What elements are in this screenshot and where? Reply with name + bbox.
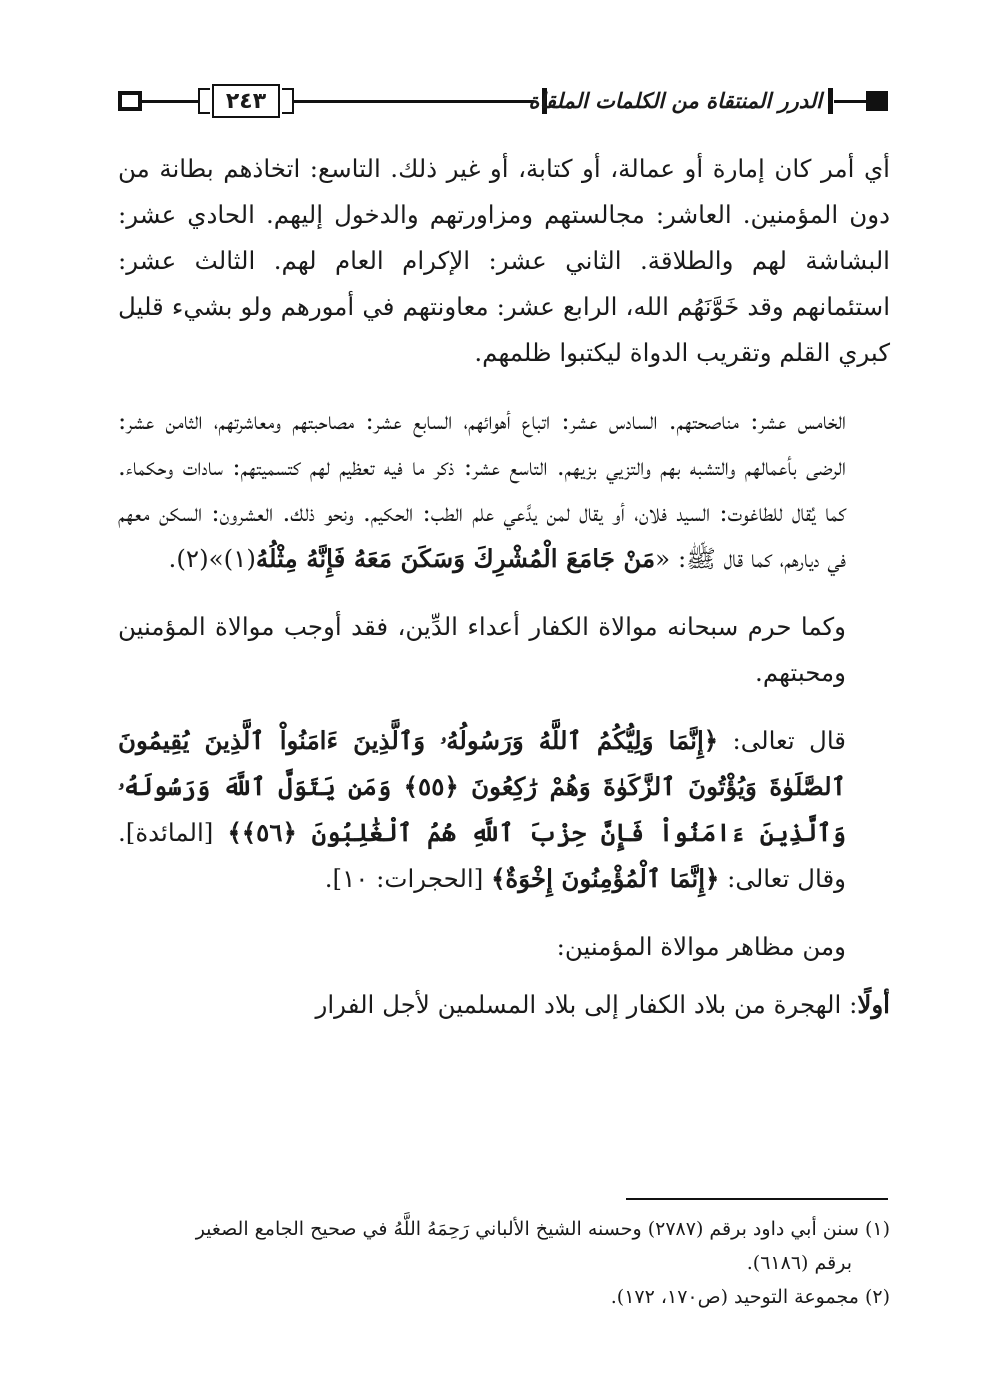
verse-reference: [الحجرات: ١٠].	[324, 864, 492, 893]
footnote: (٢) مجموعة التوحيد (ص١٧٠، ١٧٢).	[610, 1286, 890, 1308]
header-ornament-box	[866, 91, 888, 111]
header-rule	[834, 100, 868, 103]
list-lead: أولًا	[857, 990, 890, 1019]
header-rule	[294, 100, 534, 103]
paragraph-text: الخامس عشر: مناصحتهم. السادس عشر: اتباع أهوائهم، السابع عشر: مصاحبتهم ومعاشرتهم، الثامن عشر: الرضى بأعمالهم والتشبه بهم والتزيي بزيهم. التاسع عشر: ذكر ما فيه تعظيم لهم كتسميتهم: سادات وحكماء. كما يُقال للطاغوت: السيد فلان، أو يقال لمن يدَّعي علم الطب: الحكيم. ونحو ذلك. العشرون: السكن معهم في ديارهم، كما قال ﷺ: «	[118, 406, 846, 573]
footnote-continuation: برقم (٦١٨٦).	[746, 1252, 852, 1274]
paragraph-text: : الهجرة من بلاد الكفار إلى بلاد المسلمين لأجل الفرار	[315, 990, 858, 1019]
footnotes	[118, 1212, 890, 1314]
footnote-refs: (١)»(٢).	[168, 544, 256, 573]
paragraph	[118, 398, 890, 582]
page-number-frame	[198, 84, 294, 118]
paragraph-text: قال تعالى:	[718, 726, 847, 755]
footnote: (١) سنن أبي داود برقم (٢٧٨٧) وحسنه الشيخ الألباني رَحِمَهُ اللَّهُ في صحيح الجامع الصغير	[195, 1218, 890, 1240]
header-rule	[142, 100, 198, 103]
paragraph	[118, 982, 890, 1028]
footnote-rule	[626, 1198, 888, 1200]
verse-reference: [المائدة]. وقال تعالى:	[118, 818, 846, 893]
quran-verse: ﴿إِنَّمَا وَلِيُّكُمُ ٱللَّهُ وَرَسُولُهُۥ وَٱلَّذِينَ ءَامَنُواْ ٱلَّذِينَ يُقِيمُونَ ٱلصَّلَوٰةَ وَيُؤْتُونَ ٱلزَّكَوٰةَ وَهُمْ رَٰكِعُونَ ﴿٥٥﴾ وَمَن يَتَوَلَّ ٱللَّهَ وَرَسُولَهُۥ وَٱلَّذِينَ ءَامَنُواْ فَإِنَّ حِزْبَ ٱللَّهِ هُمُ ٱلْغَٰلِبُونَ ﴿٥٦﴾﴾	[118, 726, 846, 847]
paragraph: وكما حرم سبحانه موالاة الكفار أعداء الدِّين، فقد أوجب موالاة المؤمنين ومحبتهم.	[118, 612, 846, 687]
main-text	[118, 146, 890, 1028]
running-header	[118, 82, 888, 122]
book-title: الدرر المنتقاة من الكلمات الملقاة	[528, 88, 822, 113]
frame-ornament-icon	[282, 88, 294, 114]
frame-ornament-icon	[198, 88, 210, 114]
paragraph: أي أمر كان إمارة أو عمالة، أو كتابة، أو غير ذلك. التاسع: اتخاذهم بطانة من دون المؤمنين. العاشر: مجالستهم ومزاورتهم والدخول إليهم. الحادي عشر: البشاشة لهم والطلاقة. الثاني عشر: الإكرام العام لهم. الثالث عشر: استئمانهم وقد خَوَّنَهُم الله، الرابع عشر: معاونتهم في أمورهم ولو بشيء قليل كبري القلم وتقريب الدواة ليكتبوا ظلمهم.	[118, 154, 890, 367]
page-number: ٢٤٣	[212, 84, 280, 118]
hadith-quote: مَنْ جَامَعَ الْمُشْرِكَ وَسَكَنَ مَعَهُ فَإِنَّهُ مِثْلُهُ	[255, 544, 656, 573]
paragraph: ومن مظاهر موالاة المؤمنين:	[556, 932, 846, 961]
paragraph	[118, 718, 890, 902]
quran-verse: ﴿إِنَّمَا ٱلْمُؤْمِنُونَ إِخْوَةٌ﴾	[491, 864, 720, 893]
header-ornament-box	[118, 91, 142, 111]
header-divider	[828, 88, 833, 114]
